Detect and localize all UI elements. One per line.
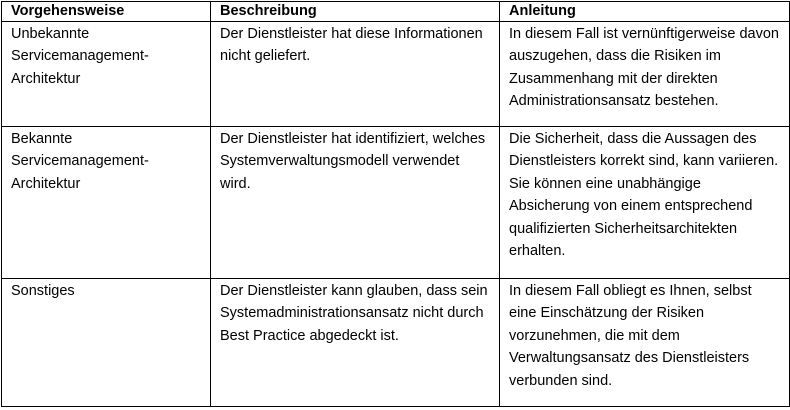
header-guidance: Anleitung bbox=[500, 2, 790, 22]
cell-description: Der Dienstleister kann glauben, dass sein Systemadministrationsansatz nicht durch Best Practice abgedeckt ist. bbox=[211, 279, 500, 407]
table-row bbox=[2, 127, 790, 279]
cell-guidance: In diesem Fall ist vernünftigerweise davon auszugehen, dass die Risiken im Zusammenhang mit der direkten Administrationsansatz bestehen. bbox=[500, 22, 790, 127]
header-description: Beschreibung bbox=[211, 2, 500, 22]
table-row bbox=[2, 279, 790, 407]
cell-approach: Unbekannte Servicemanagement-Architektur bbox=[2, 22, 211, 127]
cell-guidance: Die Sicherheit, dass die Aussagen des Dienstleisters korrekt sind, kann variieren. Sie können eine unabhängige Absicherung von einem entsprechend qualifizierten Sicherheitsarchitekten erhalten. bbox=[500, 127, 790, 279]
approach-guidance-table bbox=[1, 1, 790, 407]
cell-guidance: In diesem Fall obliegt es Ihnen, selbst eine Einschätzung der Risiken vorzunehmen, die mit dem Verwaltungsansatz des Dienstleisters verbunden sind. bbox=[500, 279, 790, 407]
cell-description: Der Dienstleister hat identifiziert, welches Systemverwaltungsmodell verwendet wird. bbox=[211, 127, 500, 279]
cell-approach: Bekannte Servicemanagement-Architektur bbox=[2, 127, 211, 279]
table-row bbox=[2, 22, 790, 127]
table-header-row bbox=[2, 2, 790, 22]
header-approach: Vorgehensweise bbox=[2, 2, 211, 22]
cell-approach: Sonstiges bbox=[2, 279, 211, 407]
cell-description: Der Dienstleister hat diese Informationen nicht geliefert. bbox=[211, 22, 500, 127]
